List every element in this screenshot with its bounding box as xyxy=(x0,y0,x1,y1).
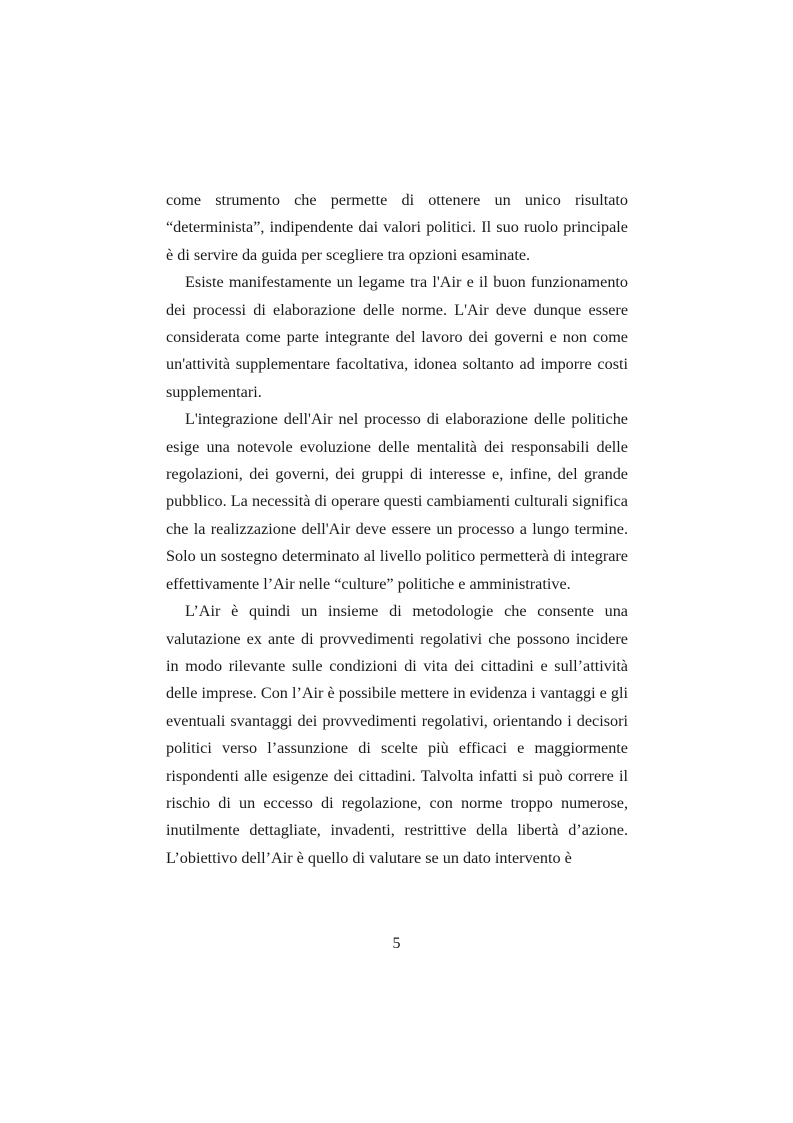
paragraph-4: L’Air è quindi un insieme di metodologie che consente una valutazione ex ante di provvedimenti regolativi che possono incidere in modo rilevante sulle condizioni di vita dei cittadini e sull’attività delle imprese. Con l’Air è possibile mettere in evidenza i vantaggi e gli eventuali svantaggi dei provvedimenti regolativi, orientando i decisori politici verso l’assunzione di scelte più efficaci e maggiormente rispondenti alle esigenze dei cittadini. Talvolta infatti si può correre il rischio di un eccesso di regolazione, con norme troppo numerose, inutilmente dettagliate, invadenti, restrittive della libertà d’azione. L’obiettivo dell’Air è quello di valutare se un dato intervento è xyxy=(166,602,628,867)
paragraph-3: L'integrazione dell'Air nel processo di elaborazione delle politiche esige una notevole evoluzione delle mentalità dei responsabili delle regolazioni, dei governi, dei gruppi di interesse e, infine, del grande pubblico. La necessità di operare questi cambiamenti culturali significa che la realizzazione dell'Air deve essere un processo a lungo termine. Solo un sostegno determinato al livello politico permetterà di integrare effettivamente l’Air nelle “culture” politiche e amministrative. xyxy=(166,410,628,593)
body-text xyxy=(166,187,628,872)
paragraph-1: come strumento che permette di ottenere un unico risultato “determinista”, indipendente dai valori politici. Il suo ruolo principale è di servire da guida per scegliere tra opzioni esaminate. xyxy=(166,191,628,264)
page-number: 5 xyxy=(392,935,401,952)
paragraph-2: Esiste manifestamente un legame tra l'Air e il buon funzionamento dei processi di elaborazione delle norme. L'Air deve dunque essere considerata come parte integrante del lavoro dei governi e non come un'attività supplementare facoltativa, idonea soltanto ad imporre costi supplementari. xyxy=(166,273,628,401)
